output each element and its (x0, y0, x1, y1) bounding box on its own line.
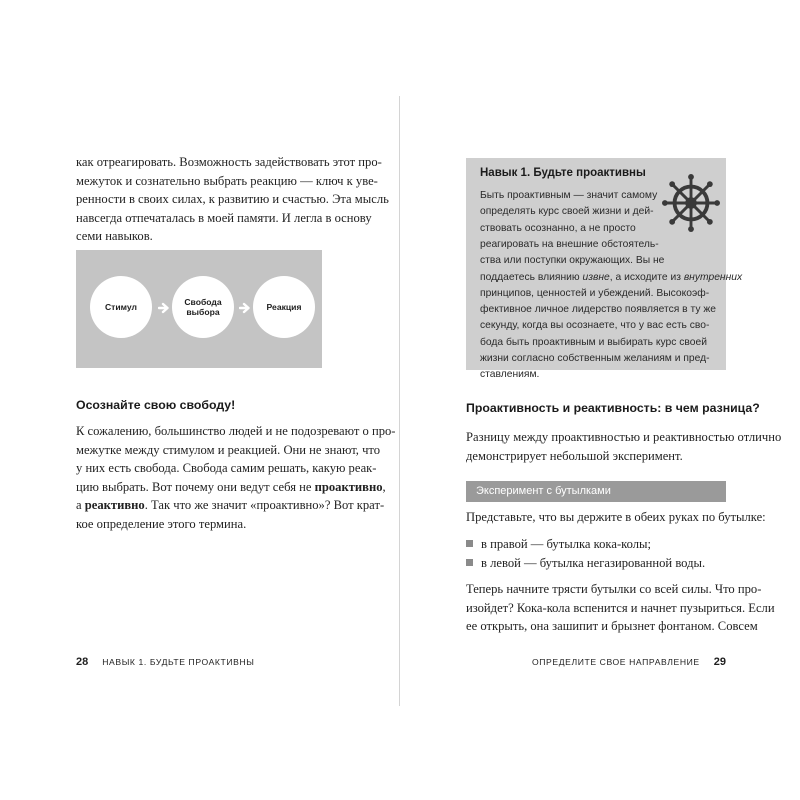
text-line: принципов, ценностей и убеждений. Высокоэф- (480, 287, 710, 299)
text-line: межутке между стимулом и реакцией. Они не знают, что (76, 442, 381, 457)
text-line: демонстрирует небольшой эксперимент. (466, 448, 683, 463)
text-line: ства или поступки окружающих. Вы не (480, 255, 665, 267)
experiment-bar (466, 481, 726, 502)
bold-term: проактивно (314, 479, 383, 494)
right-footer (532, 656, 726, 668)
left-footer (76, 656, 254, 668)
running-title: ОПРЕДЕЛИТЕ СВОЕ НАПРАВЛЕНИЕ (532, 657, 700, 667)
body-paragraph (76, 422, 396, 533)
text-line: поддаетесь влиянию извне, а исходите из внутренних (480, 271, 743, 283)
page-number: 29 (713, 656, 726, 668)
text-line: у них есть свобода. Свобода самим решать, какую реак- (76, 461, 377, 475)
text-line: реагировать на внешние обстоятель- (480, 238, 659, 250)
text-line: ее открыть, она зашипит и брызнет фонтаном. Совсем (466, 619, 758, 633)
box-text-wide (480, 270, 743, 384)
text-line: кое определение этого термина. (76, 516, 247, 531)
text-line: Представьте, что вы держите в обеих руках по бутылке: (466, 510, 766, 524)
text-line: ставлениям. (480, 369, 540, 381)
text-line: жизни согласно собственным желаниям и пред- (480, 352, 710, 364)
section-heading: Осознайте свою свободу! (76, 398, 236, 412)
diagram-circle-freedom: Свобода выбора (172, 276, 234, 338)
text-line: как отреагировать. Возможность задействовать этот про- (76, 155, 382, 169)
experiment-title: Эксперимент с бутылками (476, 485, 611, 497)
definition-box (466, 158, 743, 381)
section-heading: Проактивность и реактивность: в чем разница? (466, 401, 760, 415)
experiment-intro (466, 508, 766, 527)
ship-wheel-icon (662, 174, 720, 232)
bullet-square-icon (466, 540, 473, 547)
running-title: НАВЫК 1. БУДЬТЕ ПРОАКТИВНЫ (102, 657, 255, 667)
bullet-square-icon (466, 559, 473, 566)
text-line: фективное личное лидерство появляется в ту же (480, 304, 716, 316)
list-item: в правой — бутылка кока-колы; (466, 535, 651, 554)
text-line: навсегда отпечаталась в моей памяти. И легла в основу (76, 210, 372, 225)
text-line: секунду, когда вы осознаете, что у вас есть сво- (480, 320, 710, 332)
text-line: Теперь начните трясти бутылки со всей силы. Что про- (466, 582, 762, 596)
intro-paragraph (76, 153, 389, 246)
box-title: Навык 1. Будьте проактивны (480, 167, 646, 179)
text-line: межуток и сознательно выбрать реакцию — ключ к уве- (76, 173, 378, 188)
text-line: бода быть проактивным и выбирать курс своей (480, 336, 707, 348)
final-paragraph (466, 580, 775, 636)
text-line: ренности в своих силах, к развитию и счастью. Эта мысль (76, 192, 389, 206)
text-line: а реактивно. Так что же значит «проактивно»? Вот крат- (76, 498, 385, 512)
arrow-right-icon (158, 302, 170, 314)
text-line: Быть проактивным — значит самому (480, 190, 658, 201)
text-line: ствовать осознанно, а не просто (480, 222, 636, 234)
text-line: Разницу между проактивностью и реактивностью отлично (466, 430, 782, 444)
text-line: определять курс своей жизни и дей- (480, 206, 654, 218)
text-line: цию выбрать. Вот почему они ведут себя не проактивно, (76, 479, 386, 494)
bold-term: реактивно (84, 498, 145, 512)
body-paragraph (466, 428, 782, 465)
diagram-circle-reaction: Реакция (253, 276, 315, 338)
diagram-circle-stimulus: Стимул (90, 276, 152, 338)
text-line: семи навыков. (76, 229, 153, 243)
list-item: в левой — бутылка негазированной воды. (466, 554, 705, 573)
page-number: 28 (76, 656, 89, 668)
box-text (480, 188, 665, 269)
text-line: изойдет? Кока-кола вспенится и начнет пузыриться. Если (466, 600, 775, 615)
stimulus-response-diagram (76, 250, 322, 368)
arrow-right-icon (239, 302, 251, 314)
text-line: К сожалению, большинство людей и не подозревают о про- (76, 424, 396, 438)
